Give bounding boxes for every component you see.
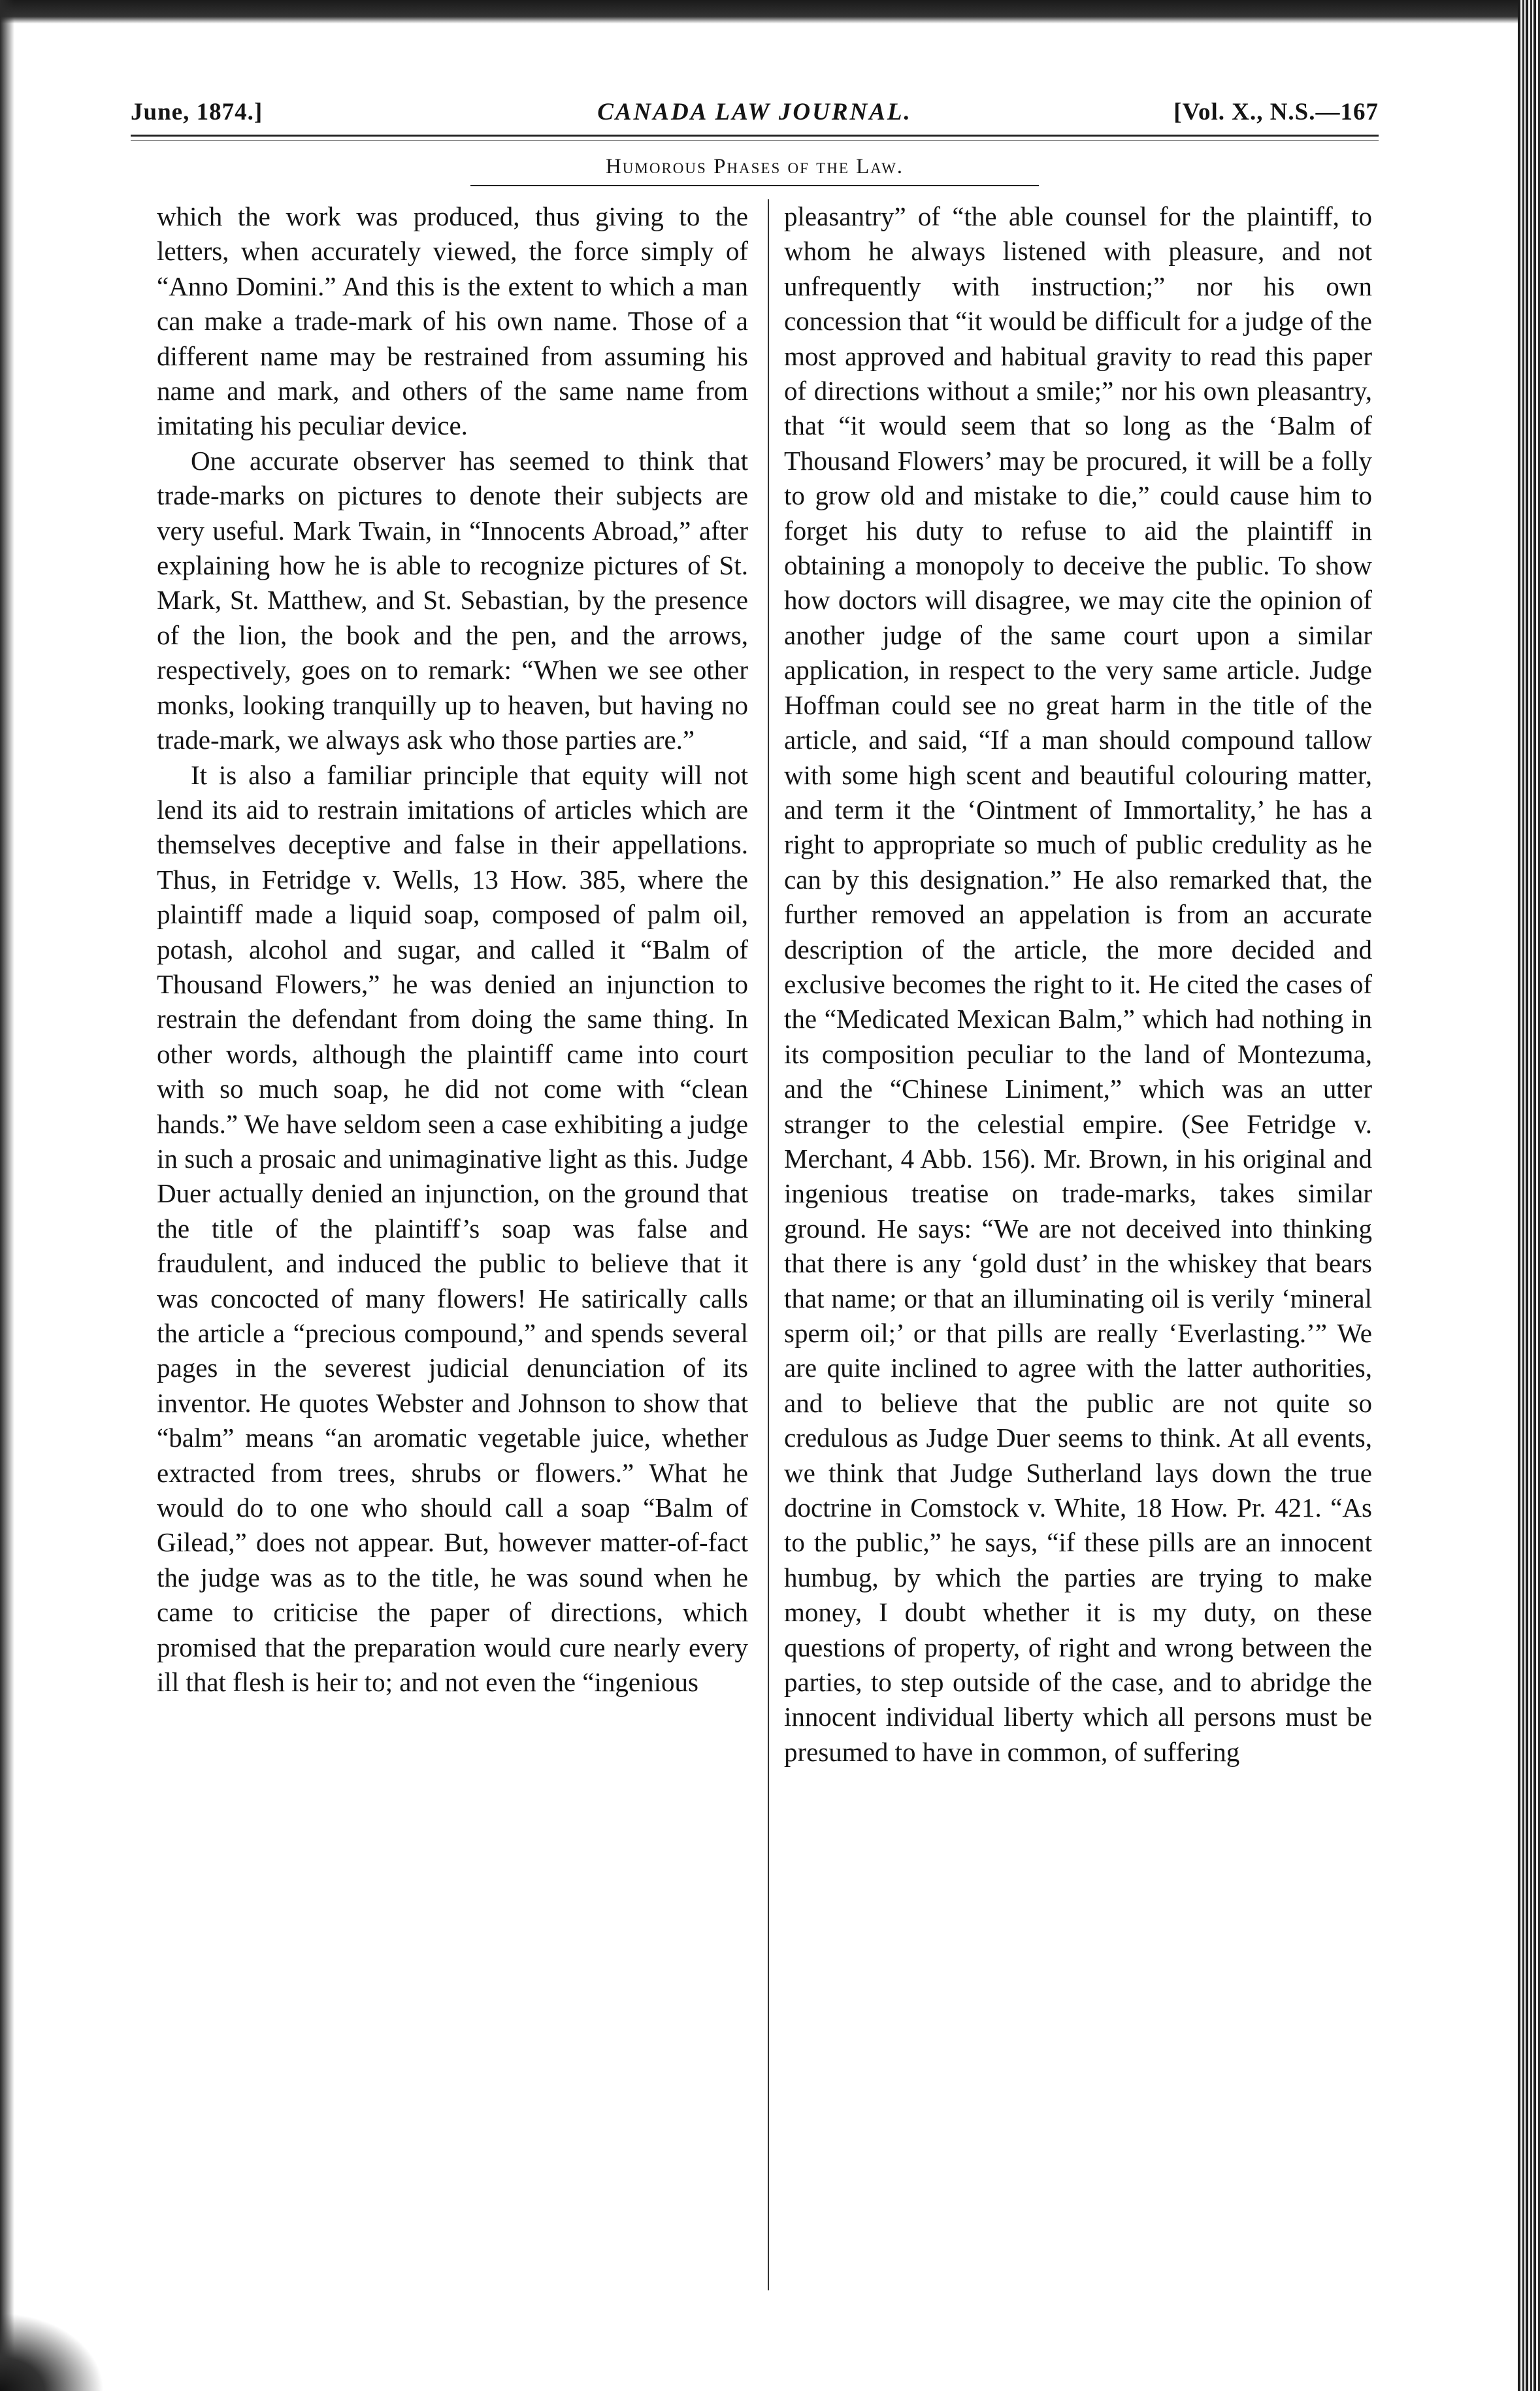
book-fore-edge [1518,0,1540,2391]
header-rule [131,135,1379,140]
journal-title: CANADA LAW JOURNAL. [597,99,912,125]
right-column [784,199,1372,1770]
article-body [131,199,1379,2310]
issue-date: June, 1874.] [131,99,263,125]
section-rule [470,185,1039,186]
section-title: Humorous Phases of the Law. [605,155,904,178]
column-divider [768,199,769,2290]
paragraph: One accurate observer has seemed to think that trade-marks on pictures to denote their subjects are very useful. Mark Twain, in “Innocents Abroad,” after explaining how he is able to recognize pictures of St. Mark, St. Matthew, and St. Sebastian, by the presence of the lion, the book and the pen, and the arrows, respectively, goes on to remark: “When we see other monks, looking tranquilly up to heaven, but having no trade-mark, we always ask who those parties are.” [157,445,748,755]
page-corner-shadow [0,2313,105,2391]
page-left-shadow [0,0,14,2391]
journal-page [131,91,1379,2310]
running-head [131,91,1379,131]
paragraph: It is also a familiar principle that equity will not lend its aid to restrain imitations of articles which are themselves deceptive and false in their appellations. Thus, in Fetridge v. Wells, 13 How. 385, where the plaintiff made a liquid soap, composed of palm oil, potash, alcohol and sugar, and called it “Balm of Thousand Flowers,” he was denied an injunction to restrain the defendant from doing the same thing. In other words, although the plaintiff came into court with so much soap, he did not come with “clean hands.” We have seldom seen a case exhibiting a judge in such a prosaic and unimaginative light as this. Judge Duer actually denied an injunction, on the ground that the title of the plaintiff’s soap was false and fraudulent, and induced the public to believe that it was concocted of many flowers! He satirically calls the article a “precious compound,” and spends several pages in the severest judicial denunciation of its inventor. He quotes Webster and Johnson to show that “balm” means “an aromatic vegetable juice, whether extracted from trees, shrubs or flowers.” What he would do to one who should call a soap “Balm of Gilead,” does not appear. But, however matter-of-fact the judge was as to the title, he was sound when he came to criticise the paper of directions, which promised that the preparation would cure nearly every ill that flesh is heir to; and not even the “ingenious [157,759,748,1698]
paragraph: pleasantry” of “the able counsel for the plaintiff, to whom he always listened with pleasure, and not unfrequently with instruction;” nor his own concession that “it would be difficult for a judge of the most approved and habitual gravity to read this paper of directions without a smile;” nor his own pleasantry, that “it would seem that so long as the ‘Balm of Thousand Flowers’ may be procured, it will be a folly to grow old and mistake to die,” could cause him to forget his duty to refuse to aid the plaintiff in obtaining a monopoly to deceive the public. To show how doctors will disagree, we may cite the opinion of another judge of the same court upon a similar application, in respect to the very same article. Judge Hoffman could see no great harm in the title of the article, and said, “If a man should compound tallow with some high scent and beautiful colouring matter, and term it the ‘Ointment of Immortality,’ he has a right to appropriate so much of public credulity as he can by this designation.” He also remarked that, the further removed an appelation is from an accurate description of the article, the more decided and exclusive becomes the right to it. He cited the cases of the “Medicated Mexican Balm,” which had nothing in its composition peculiar to the land of Montezuma, and the “Chinese Liniment,” which was an utter stranger to the celestial empire. (See Fetridge v. Merchant, 4 Abb. 156). Mr. Brown, in his original and ingenious treatise on trade-marks, takes similar ground. He says: “We are not deceived into thinking that there is any ‘gold dust’ in the whiskey that bears that name; or that an illuminating oil is verily ‘mineral sperm oil;’ or that pills are really ‘Everlasting.’” We are quite inclined to agree with the latter authorities, and to believe that the public are not quite so credulous as Judge Duer seems to think. At all events, we think that Judge Sutherland lays down the true doctrine in Comstock v. White, 18 How. Pr. 421. “As to the public,” he says, “if these pills are an innocent humbug, by which the parties are trying to make money, I doubt whether it is my duty, on these questions of property, of right and wrong between the parties, to step outside of the case, and to abridge the innocent individual liberty which all persons must be presumed to have in common, of suffering [784,201,1372,1767]
page-top-shadow [0,0,1540,24]
volume-page-number: [Vol. X., N.S.—167 [1173,99,1379,125]
paragraph: which the work was produced, thus giving to the letters, when accurately viewed, the force simply of “Anno Domini.” And this is the extent to which a man can make a trade-mark of his own name. Those of a different name may be restrained from assuming his name and mark, and others of the same name from imitating his peculiar device. [157,201,748,441]
left-column [157,199,748,1700]
